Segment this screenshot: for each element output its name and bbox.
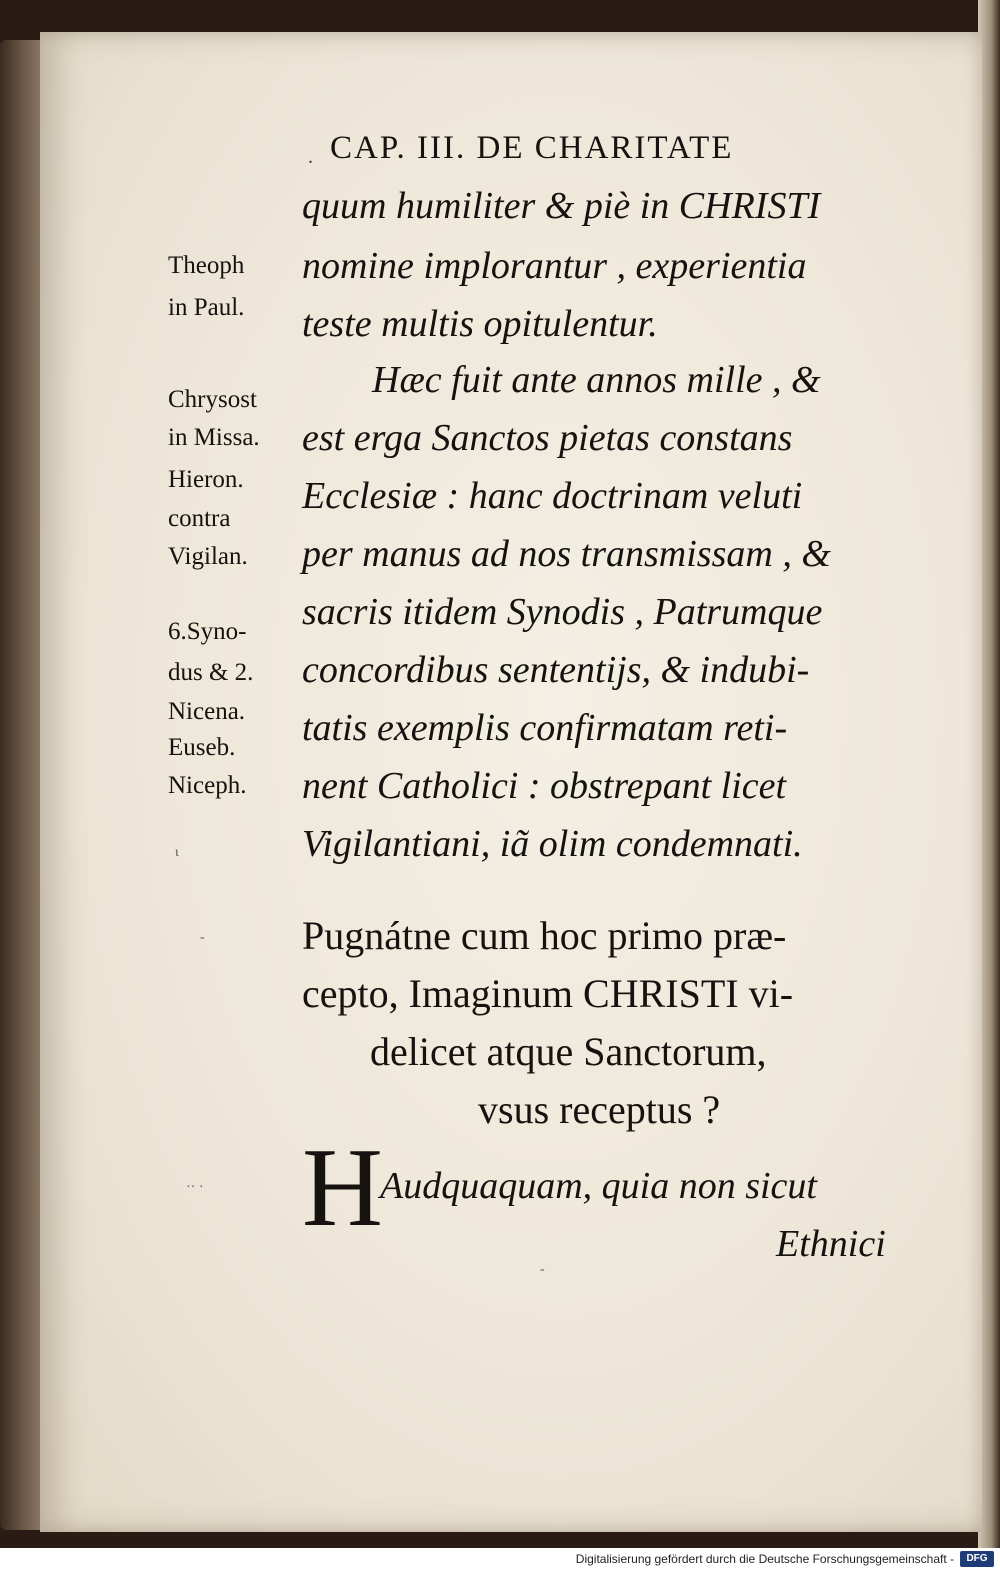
margin-note: 6.Syno- [168, 618, 247, 645]
body-line: quum humiliter & piè in CHRISTI [302, 185, 821, 227]
body-line: nomine implorantur , experientia [302, 245, 807, 287]
body-line: per manus ad nos transmissam , & [302, 533, 831, 575]
margin-note: Vigilan. [168, 543, 248, 570]
ink-speck: - [200, 930, 205, 945]
body-line: sacris itidem Synodis , Patrumque [302, 591, 823, 633]
footer-bar [0, 1548, 1000, 1572]
body-line: est erga Sanctos pietas constans [302, 417, 793, 459]
running-title: CAP. III. DE CHARITATE [330, 130, 734, 166]
question-line: vsus receptus ? [478, 1087, 721, 1132]
body-line: Ecclesiæ : hanc doctrinam veluti [302, 475, 803, 517]
ink-speck: ·· · [186, 1180, 204, 1195]
ink-speck: ι [175, 845, 179, 860]
body-line: teste multis opitulentur. [302, 303, 658, 345]
margin-note: in Missa. [168, 424, 260, 451]
answer-line: Audquaquam, quia non sicut [380, 1165, 817, 1207]
dfg-logo: DFG [960, 1551, 994, 1567]
header-mark: . [308, 146, 313, 168]
drop-capital: H [302, 1126, 383, 1250]
body-line: tatis exemplis confirmatam reti- [302, 707, 788, 749]
margin-note: Nicena. [168, 698, 246, 725]
margin-note: Euseb. [168, 734, 236, 761]
question-line: cepto, Imaginum CHRISTI vi- [302, 971, 794, 1016]
body-line: nent Catholici : obstrepant licet [302, 765, 787, 807]
ink-speck: - [540, 1262, 545, 1277]
margin-note: contra [168, 505, 231, 532]
funding-credit: Digitalisierung gefördert durch die Deutsche Forschungsgemeinschaft - [575, 1552, 954, 1566]
body-line: concordibus sententijs, & indubi- [302, 649, 810, 691]
question-line: delicet atque Sanctorum, [370, 1029, 767, 1074]
margin-note: dus & 2. [168, 659, 254, 686]
margin-note: Niceph. [168, 772, 247, 799]
margin-note: Chrysost [168, 386, 257, 413]
margin-note: in Paul. [168, 294, 245, 321]
margin-note: Hieron. [168, 466, 244, 493]
body-line: Vigilantiani, iã olim condemnati. [302, 823, 803, 865]
book-spine-edge [0, 40, 42, 1530]
question-line: Pugnátne cum hoc primo præ- [302, 913, 787, 958]
margin-note: Theoph [168, 252, 245, 279]
body-line: Hæc fuit ante annos mille , & [372, 359, 821, 401]
catchword: Ethnici [776, 1223, 886, 1265]
